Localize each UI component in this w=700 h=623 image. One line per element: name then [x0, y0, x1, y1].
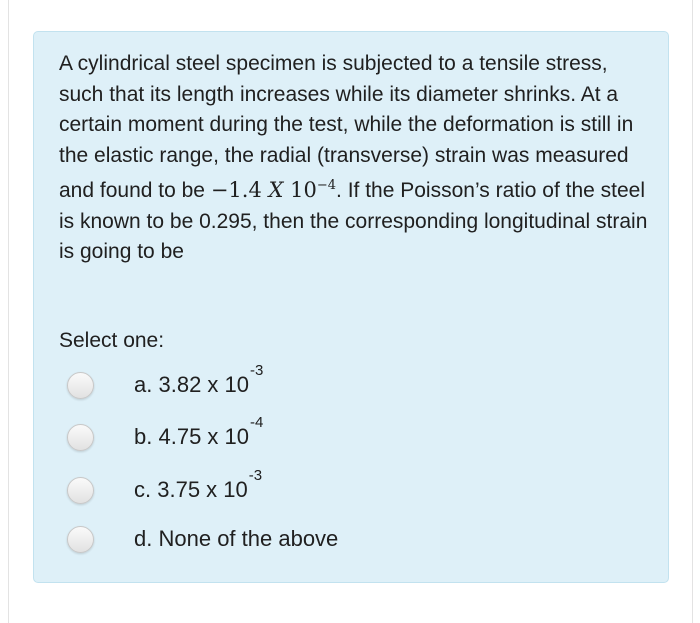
option-c-prefix: c.	[134, 477, 152, 502]
option-c-radio[interactable]	[67, 477, 94, 504]
option-c-value: 3.75 x 10	[157, 477, 248, 502]
option-d-prefix: d.	[134, 526, 153, 551]
option-d-label	[134, 526, 338, 552]
option-a-prefix: a.	[134, 372, 153, 397]
option-a-label	[134, 362, 264, 398]
question-card	[33, 31, 669, 583]
option-c-label	[134, 467, 263, 503]
option-d-radio[interactable]	[67, 526, 94, 553]
option-c-exponent: -3	[248, 467, 263, 484]
option-a[interactable]	[67, 362, 467, 405]
option-a-value: 3.82 x 10	[158, 372, 249, 397]
option-a-radio[interactable]	[67, 372, 94, 399]
strain-exponent: −4	[316, 178, 337, 193]
option-c[interactable]	[67, 467, 467, 510]
strain-times: X	[268, 178, 284, 202]
radial-strain-value	[211, 178, 336, 202]
question-text	[59, 49, 649, 268]
option-a-exponent: -3	[250, 362, 264, 379]
option-b[interactable]	[67, 414, 467, 457]
select-one-label: Select one:	[59, 329, 165, 352]
option-d[interactable]	[67, 519, 467, 559]
question-text-before: A cylindrical steel specimen is subjected to a tensile stress, such that its length increases while its diameter shrinks. At a certain moment during the test, while the deformation is still in the elastic range, the radial (transverse) strain was measured and found to be	[59, 52, 634, 202]
question-text-after: . If the Poisson’s ratio of the steel is known to be 0.295, then the corresponding longitudinal strain is going to be	[59, 179, 648, 263]
option-b-radio[interactable]	[67, 424, 94, 451]
strain-base: 10	[290, 178, 317, 202]
option-d-value: None of the above	[158, 526, 339, 551]
option-b-label	[134, 414, 264, 450]
strain-mantissa: −1.4	[210, 178, 262, 202]
option-b-value: 4.75 x 10	[158, 424, 249, 449]
option-b-prefix: b.	[134, 424, 153, 449]
option-b-exponent: -4	[250, 414, 264, 431]
